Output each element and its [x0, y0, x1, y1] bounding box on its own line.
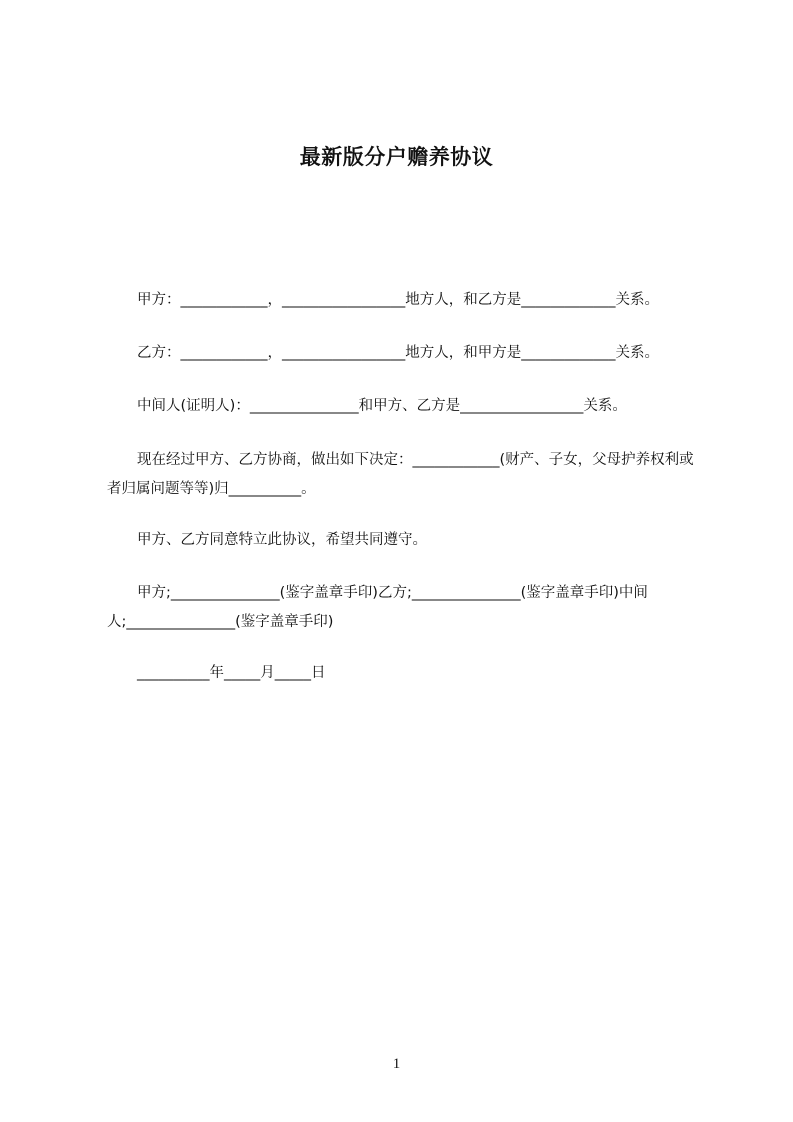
decision-paragraph: 现在经过甲方、乙方协商，做出如下决定：____________(财产、子女，父母护养权利或者归属问题等等)归__________。	[107, 452, 694, 497]
document-title: 最新版分户赡养协议	[299, 145, 494, 169]
signature-section: 甲方;_______________(鉴字盖章手印)乙方;_______________(鉴字盖章手印)中间人;_______________(鉴字盖章手印)	[107, 585, 648, 630]
witness-line: 中间人(证明人)：_______________和甲方、乙方是_________________关系。	[137, 398, 627, 414]
page-number: 1	[392, 1056, 401, 1072]
party-a-line: 甲方：____________，_________________地方人，和乙方是_____________关系。	[137, 292, 659, 308]
date-line: __________年_____月_____日	[137, 665, 326, 681]
agreement-statement: 甲方、乙方同意特立此协议，希望共同遵守。	[137, 532, 427, 548]
party-b-line: 乙方：____________，_________________地方人，和甲方是_____________关系。	[137, 345, 659, 361]
